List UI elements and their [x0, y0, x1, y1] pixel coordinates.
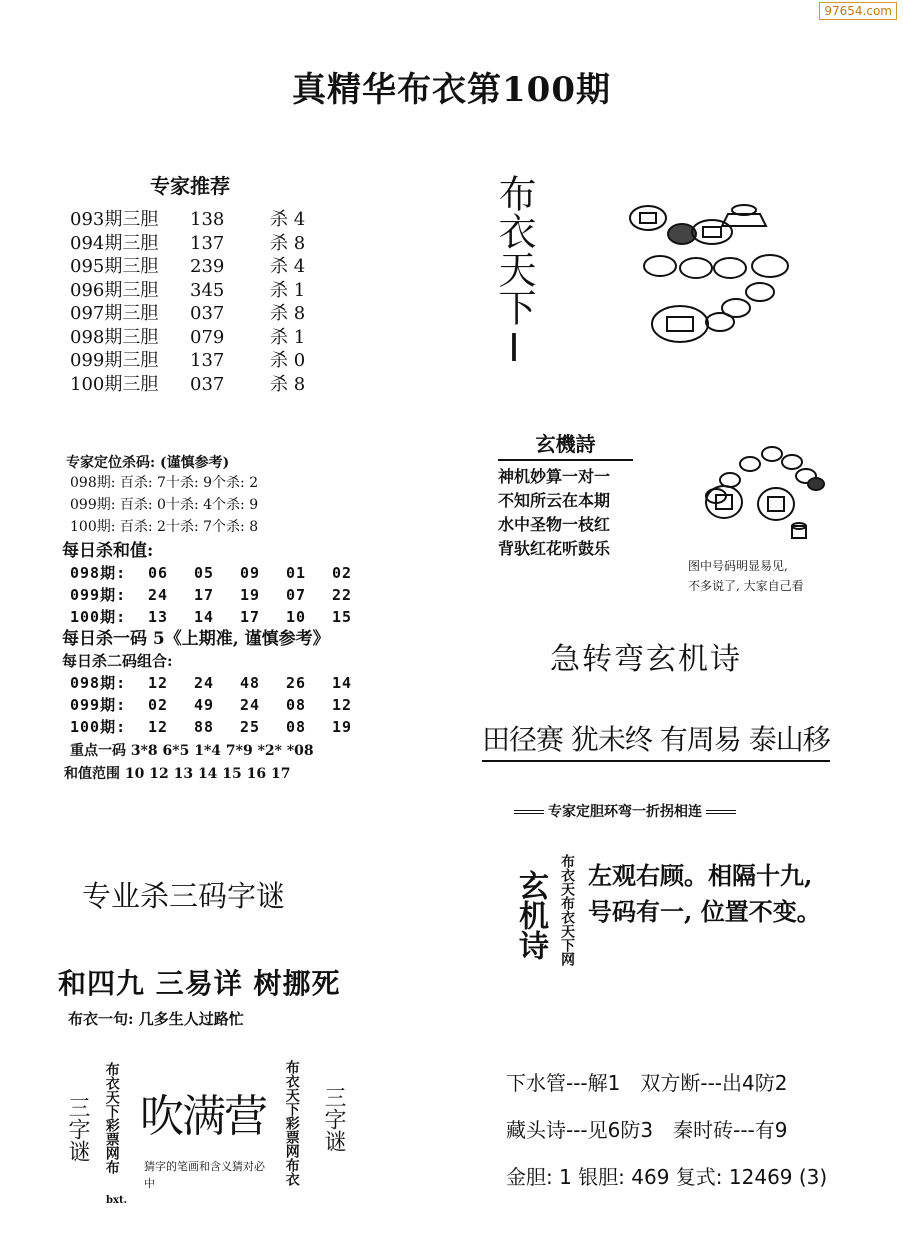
poem-line: 号码有一, 位置不变。: [588, 897, 821, 926]
brand-vertical-left: 布衣天下彩票网布: [103, 1062, 120, 1174]
poem-line: 左观右顾。相隔十九,: [588, 861, 813, 890]
expert-row: 095期三胆 239 杀 4: [70, 256, 306, 277]
coin-chain-illustration: [620, 196, 840, 346]
coins-caption: [688, 556, 804, 596]
jizhuanwan-line: 田径赛 犹未终 有周易 泰山移: [482, 718, 830, 762]
riddle-hint: 猜字的笔画和含义猜对必中: [144, 1160, 265, 1190]
position-kill-row: 099期: 百杀: 0十杀: 4个杀: 9: [70, 497, 259, 513]
daily-two-row: 100期: 12 88 25 08 19: [70, 718, 353, 736]
daily-sum-title: 每日杀和值:: [62, 541, 154, 561]
daily-sum-row: 099期: 24 17 19 07 22: [70, 586, 353, 604]
poem-line: 神机妙算一对一: [498, 467, 611, 486]
position-kill-row: 098期: 百杀: 7十杀: 9个杀: 2: [70, 475, 259, 491]
position-kill-row: 100期: 百杀: 2十杀: 7个杀: 8: [70, 519, 259, 535]
riddle-line: 和四九 三易详 树挪死: [58, 967, 341, 1000]
sanzimi-label-left: 三字谜: [65, 1096, 90, 1162]
caption-line: 不多说了, 大家自己看: [688, 579, 804, 593]
poem-line: 不知所云在本期: [498, 491, 611, 510]
daily-sum-row: 098期: 06 05 09 01 02: [70, 564, 353, 582]
brand-left-tail: bxt.: [106, 1195, 128, 1206]
daily-two-title: 每日杀二码组合:: [62, 652, 173, 670]
expert-list: [70, 208, 305, 396]
expert-row: 093期三胆 138 杀 4: [70, 209, 306, 230]
riddle-heading: 专业杀三码字谜: [82, 879, 286, 913]
expert-row: 096期三胆 345 杀 1: [70, 279, 306, 301]
caption-line: 图中号码明显易见,: [688, 559, 788, 573]
watermark: 97654.com: [819, 2, 897, 20]
daily-one-title: 每日杀一码 5《上期准, 谨慎参考》: [62, 629, 330, 649]
daily-two-row: 098期: 12 24 48 26 14: [70, 674, 353, 692]
dingdan-line: 专家定胆环弯一折拐相连: [510, 801, 740, 821]
xuanjishi-poem: [588, 858, 821, 930]
rule-left: [514, 810, 544, 814]
page-title: 真精华布衣第100期: [292, 70, 611, 110]
clue-row: 金胆: 1 银胆: 469 复式: 12469 (3): [506, 1165, 828, 1189]
expert-row: 097期三胆 037 杀 8: [70, 303, 306, 324]
xuanji-poem: [498, 465, 648, 561]
brand-vertical-small: 布衣天布衣天下网: [559, 854, 575, 966]
key-code: 重点一码 3*8 6*5 1*4 7*9 *2* *08: [70, 743, 314, 759]
clue-row: 下水管---解1 双方断---出4防2: [506, 1071, 788, 1095]
big-riddle: 吹满营: [140, 1091, 266, 1142]
expert-row: 100期三胆 037 杀 8: [70, 373, 306, 395]
clue-row: 藏头诗---见6防3 秦时砖---有9: [506, 1118, 788, 1142]
expert-row: 098期三胆 079 杀 1: [70, 326, 306, 348]
expert-title: 专家推荐: [150, 174, 230, 198]
daily-two-row: 099期: 02 49 24 08 12: [70, 696, 353, 714]
jizhuanwan-title: 急转弯玄机诗: [550, 642, 742, 677]
xuanjishi-vertical: 玄机诗: [513, 870, 548, 960]
sum-range: 和值范围 10 12 13 14 15 16 17: [64, 766, 291, 782]
xuanji-poem-box: [498, 428, 648, 561]
xuanji-title: 玄機詩: [498, 428, 633, 461]
coin-ring-illustration: [694, 440, 834, 548]
buyi-yiju: 布衣一句: 几多生人过路忙: [68, 1010, 244, 1028]
expert-row: 099期三胆 137 杀 0: [70, 350, 306, 371]
rule-right: [706, 810, 736, 814]
sanzimi-label-right: 三字谜: [321, 1086, 346, 1152]
brand-vertical-right: 布衣天下彩票网布衣: [283, 1060, 300, 1186]
position-kill-title: 专家定位杀码: (谨慎参考): [66, 455, 230, 471]
expert-row: 094期三胆 137 杀 8: [70, 232, 306, 254]
position-kill-block: [62, 472, 378, 738]
poem-line: 背驮红花听鼓乐: [498, 539, 611, 558]
clues-block: [506, 1060, 827, 1201]
buyi-tianxia-vertical: 布衣天下I: [492, 174, 536, 370]
poem-line: 水中圣物一枝红: [498, 515, 611, 534]
daily-sum-row: 100期: 13 14 17 10 15: [70, 608, 353, 626]
